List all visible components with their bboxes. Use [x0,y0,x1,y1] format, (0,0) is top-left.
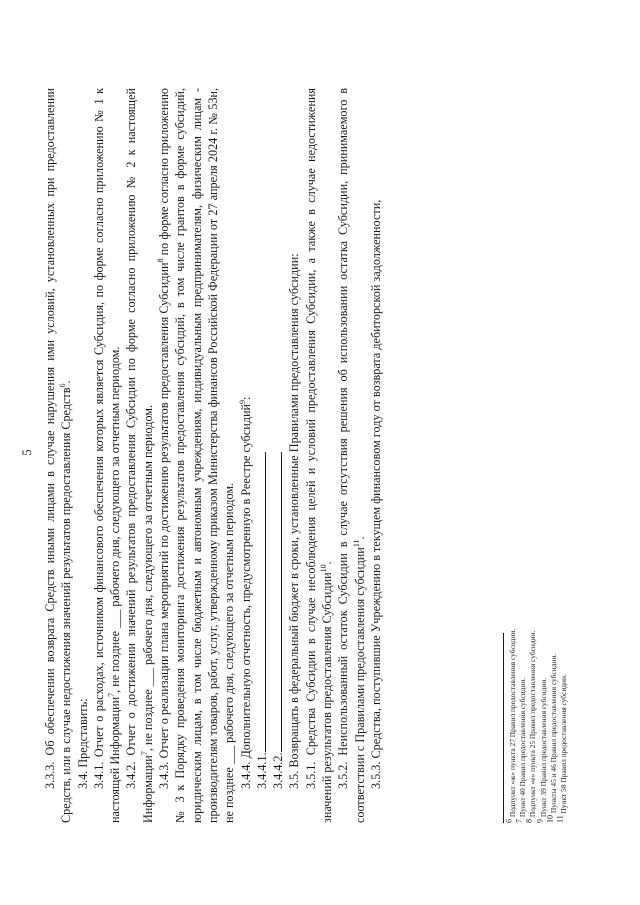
footnote-separator [503,633,504,823]
footnote-ref: 8 [156,258,166,263]
paragraph-3-5: 3.5. Возвращать в федеральный бюджет в сроки, установленные Правилами предоставления субсидии: [287,253,302,789]
paragraph-3-5-1: 3.5.1. Средства Субсидии в случае несоблюдения целей и условий предоставления Субсидии, а также в случае недостижения значений результатов предоставления Субсидии$^{10}$. [303,88,335,823]
paragraph-3-4-2: 3.4.2. Отчет о достижении значений результатов предоставления Субсидии по форме согласно приложению № 2 к настоящей Информации$^7$, не позднее ___ рабочего дня, следующего за отчетным периодом. [124,88,155,823]
paragraph-3-4-4-1: 3.4.4.1. [254,88,270,823]
footnote-item: $^{10}$ Пункты 45 и 46 Правил предоставления субсидии. [545,653,558,823]
footnote-item: $^8$ Подпункт «е» пункта 25 Правил предоставления субсидии. [524,630,538,823]
paragraph-3-4-4: 3.4.4. Дополнительную отчетность, предусмотренную в Реестре субсидий$^9$: [237,396,253,789]
footnote-item: $^{11}$ Пункт 58 Правил предоставления субсидии. [555,674,569,823]
paragraph-3-5-2: 3.5.2. Неиспользованный остаток Субсидии в случае отсутствия решения об использовании остатка Субсидии, принимаемого в соответствии с Правилами предоставления субсидии$^{11}$. [336,88,367,823]
footnote-ref: 6 [58,383,68,388]
page-number: 5 [20,449,34,456]
paragraph-3-4-1: 3.4.1. Отчет о расходах, источником финансового обеспечения которых является Субсидия, по форме согласно приложению № 1 к настоящей Информации$^7$, не позднее ___ рабочего дня, следующего за отчетным периодом. [91,88,123,823]
footnote-item: $^9$ Пункт 39 Правил предоставления субсидии. [535,677,548,823]
footnote-ref: 9 [237,399,247,404]
footnote-ref: 11 [351,539,361,548]
paragraph-3-5-3: 3.5.3. Средства, поступившие Учреждению в текущем финансовом году от возврата дебиторской задолженности, [368,199,383,789]
blank-line [270,452,282,752]
document-body [42,88,384,823]
footnote-ref: 7 [139,751,149,756]
footnotes [504,88,569,823]
footnote-item: $^6$ Подпункт «ж» пункта 27 Правил предоставления субсидии. [504,628,517,823]
paragraph-3-4-4-2: 3.4.4.2. [270,88,286,823]
footnote-item: $^7$ Пункт 40 Правил предоставления субсидии. [514,677,528,823]
footnote-ref: 10 [318,564,328,573]
paragraph-3-4-3: 3.4.3. Отчет о реализации плана мероприятий по достижению результатов предоставления Субсидии$^8$ по форме согласно приложению № 3 к Порядку проведения мониторинга достижения результатов предоставления субсидий, в том числе грантов в форме субсидий, юридическим лицам, в том числе бюджетным и автономным учреждениям, индивидуальным предпринимателям, физическим лицам - производителям товаров, работ, услуг, утвержденному приказом Министерства финансов Российской Федерации от 27 апреля 2024 г. № 53н, не позднее ___ рабочего дня, следующего за отчетным периодом. [156,88,237,823]
paragraph-3-3-3: 3.3.3. Об обеспечении возврата Средств иными лицами в случае нарушения ими условий, установленных при предоставлении Средств, или в случае недостижения значений результатов предоставления Средств$^6$. [43,88,74,823]
blank-line [254,452,266,752]
footnote-ref: 7 [107,692,117,697]
paragraph-3-4: 3.4. Представить: [75,698,90,789]
